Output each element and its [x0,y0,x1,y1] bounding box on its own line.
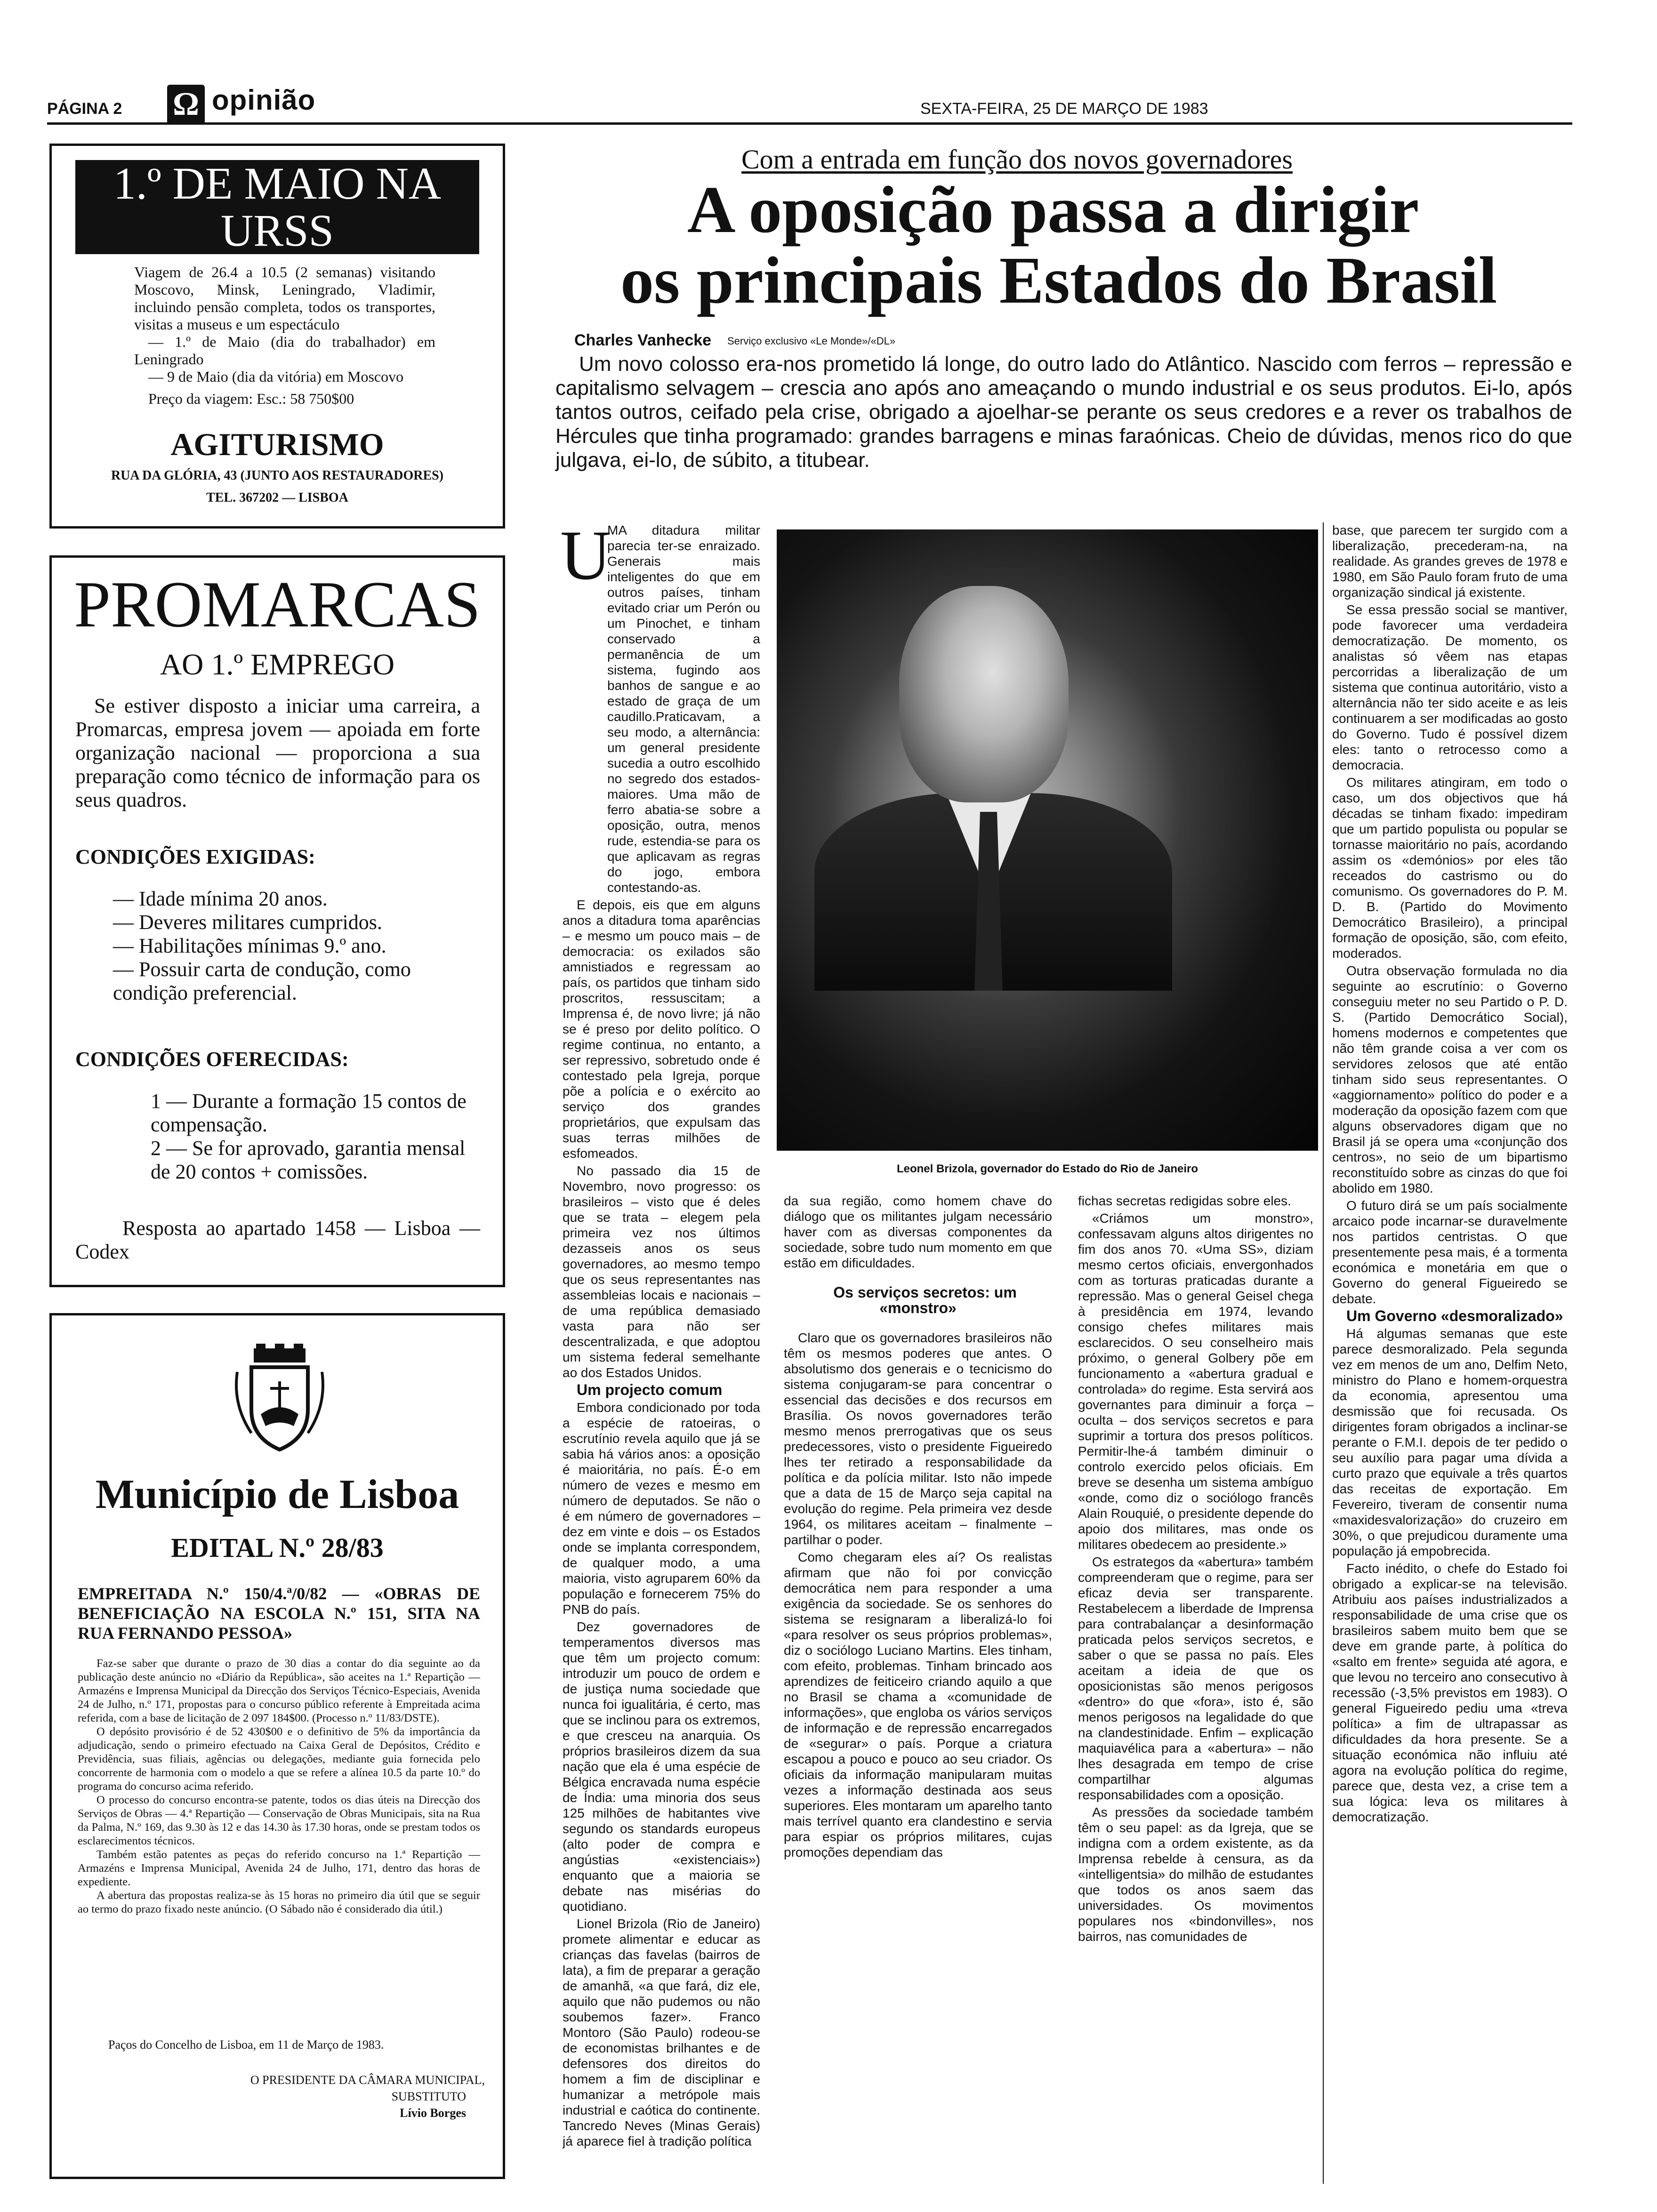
ad-municipio-lisboa [49,1313,505,2179]
lisbon-coat-of-arms-icon [233,1344,327,1452]
drop-cap: U [560,516,611,594]
ad-lisboa-sig1: O PRESIDENTE DA CÂMARA MUNICIPAL, [250,2073,485,2087]
article-headline-1: A oposição passa a dirigir [687,172,1419,247]
ad-promarcas-subtitle: AO 1.º EMPREGO [160,648,395,681]
brizola-photo [777,529,1318,1151]
subheading-servicos-secretos: Os serviços secretos: um «monstro» [833,1284,1017,1316]
ad-urss-address: RUA DA GLÓRIA, 43 (JUNTO AOS RESTAURADORES) [111,468,444,483]
article-headline-2: os principais Estados do Brasil [620,243,1497,317]
page-number: PÁGINA 2 [47,100,122,118]
ad-lisboa-sig2: SUBSTITUTO [391,2090,466,2103]
ad-promarcas-off-heading: CONDIÇÕES OFERECIDAS: [75,1048,349,1071]
header-rule [47,122,1572,125]
ad-lisboa-date: Paços do Concelho de Lisboa, em 11 de Março de 1983. [108,2038,384,2052]
ad-promarcas-title: PROMARCAS [74,568,481,641]
article-kicker: Com a entrada em função dos novos governadores [741,144,1293,175]
page-date: SEXTA-FEIRA, 25 DE MARÇO DE 1983 [920,100,1208,118]
article-column-4: base, que parecem ter surgido com a liberalização, precederam-na, na realidade. As grandes greves de 1978 e 1980, em São Paulo foram fruto de uma organização sindical já existente. Se essa pressão social se mantiver, pode favorecer uma verdadeira democratização. De momento, os analistas só vêem nas etapas percorridas a liberalização de um sistema que continua autoritário, visto a alternância não ter sido aceite e as leis continuarem a ser modificadas ao gosto do Governo. Tudo é possível dizem eles: tanto o retrocesso como a democracia. Os militares atingiram, em todo o caso, um dos objectivos que há décadas se tinham fixado: impediram que um partido populista ou popular se tornasse maioritário no país, acordando assim os «demónios» por eles tão receados do castrismo ou do comunismo. Os governadores do P. M. D. B. (Partido do Movimento Democrático Brasileiro), a principal formação de oposição, são, com efeito, moderados. Outra observação formulada no dia seguinte ao escrutínio: o Governo conseguiu meter no seu Partido o P. D. S. (Partido Democrático Social), homens modernos e competentes que não têm grande coisa a ver com os servidores zelosos que até então tinham sido seus representantes. O «aggiornamento» político do poder e a moderação da oposição fazem com que alguns observadores digam que no Brasil já se opera uma «conjunção dos centros», no seio de um bipartismo reconstituído sobre as cinzas do que foi abolido em 1980. O futuro dirá se um país socialmente arcaico pode incarnar-se duravelmente nos partidos centristas. O que presentemente pesa mais, é a tormenta económica e monetária em que o Governo do general Figueiredo se debate. Um Governo «desmoralizado» Há algumas semanas que este parece desmoralizado. Pela segunda vez em menos de um ano, Delfim Neto, ministro do Plano e homem-orquestra da economia, apresentou uma desmissão que foi recusada. Os dirigentes foram obrigados a inclinar-se perante o F.M.I. depois de ter pedido o seu auxílio para pagar uma dívida a curto prazo que equivale a três quartos das receitas de exportação. Em Fevereiro, tiveram de consentir numa «maxidesvalorização» do cruzeiro em 30%, o que prejudicou duramente uma população já empobrecida. Facto inédito, o chefe do Estado foi obrigado a explicar-se na televisão. Atribuiu aos países industrializados a responsabilidade de uma crise que os brasileiros sabem muito bem que se deve em grande parte, à política do «salto em frente» seguida até agora, e que levou no terceiro ano consecutivo à recessão (-3,5% previstos em 1983). O general Figueiredo pediu uma «treva política» a fim de ultrapassar as dificuldades da hora presente. Se a situação económica não influiu até agora na evolução política do regime, parece que, desta vez, a crise tem a sua lógica: leva os militares à democratização. [1332,523,1568,1824]
ad-urss [49,144,505,529]
ad-lisboa-title: Município de Lisboa [95,1472,459,1517]
ad-lisboa-edital: EDITAL N.º 28/83 [171,1532,384,1563]
article-column-1: MA ditadura militar parecia ter-se enraizado. Generais mais inteligentes do que em outros países, tinham evitado criar um Perón ou um Pinochet, e tinham conservado a permanência de um sistema, fugindo aos banhos de sangue e ao estado de graça de um caudillo.Praticavam, a seu modo, a alternância: um general presidente sucedia a outro escolhido no segredo dos estados-maiores. Uma mão de ferro abatia-se sobre a oposição, outra, menos rude, estendia-se para os que aplicavam as regras do jogo, embora contestando-as. E depois, eis que em alguns anos a ditadura toma aparências – e mesmo um pouco mais – de democracia: os exilados são amnistiados e regressam ao país, os partidos que tinham sido proscritos, ressuscitam; a Imprensa é, de novo livre; já não se é preso por delito político. O regime continua, no entanto, a ser repressivo, sobretudo onde é contestado pela Igreja, porque põe a polícia e o exército ao serviço dos grandes proprietários, que expulsam das suas terras milhões de esfomeados. No passado dia 15 de Novembro, novo progresso: os brasileiros – visto que é deles que se trata – elegem pela primeira vez nos últimos dezasseis anos os seus governadores, ao mesmo tempo que os seus representantes nas assembleias locais e nacionais – de uma república demasiado vasta para não ser descentralizada, e que adoptou um sistema federal semelhante ao dos Estados Unidos. Um projecto comum Embora condicionado por toda a espécie de ratoeiras, o escrutínio revela aquilo que já se sabia há vários anos: a oposição é maioritária, no país. É-o em número de vezes e mesmo em número de deputados. Se não o é em número de governadores – dez em vinte e dois – os Estados onde se implanta correspondem, de qualquer modo, a uma maioria, visto agruparem 60% da população e fornecerem 75% do PNB do país. Dez governadores de temperamentos diversos mas que têm um projecto comum: introduzir um pouco de ordem e de justiça numa sociedade que nunca foi igualitária, é certo, mas que se inclinou para os extremos, e que cresceu na anarquia. Os próprios brasileiros dizem da sua nação que ela é uma espécie de Bélgica encravada numa espécie de Índia: uma minoria dos seus 125 milhões de habitantes vive segundo os standards europeus (alto poder de compra e angústias «existenciais») enquanto que a maioria se debate nas misérias do quotidiano. Lionel Brizola (Rio de Janeiro) promete alimentar e educar as crianças das favelas (bairros de lata), a fim de preparar a geração de amanhã, «a que fará, diz ele, aquilo que não pudemos ou não soubemos fazer». Franco Montoro (São Paulo) rodeou-se de economistas brilhantes e de defensores dos direitos do homem a fim de disciplinar e humanizar a metrópole mais industrial e caótica do continente. Tancredo Neves (Minas Gerais) já aparece fiel à tradição política [563,523,760,2148]
ad-urss-phone: TEL. 367202 — LISBOA [206,490,348,505]
photo-caption: Leonel Brizola, governador do Estado do Rio de Janeiro [896,1162,1199,1175]
subheading-projecto: Um projecto comum [577,1381,723,1398]
section-name: opinião [212,84,316,116]
ad-promarcas [49,555,505,1287]
article-column-3: fichas secretas redigidas sobre eles. «Criámos um monstro», confessavam alguns altos dirigentes no fim dos anos 70. «Uma SS», diziam mesmo certos oficiais, envergonhados com as torturas praticadas durante a repressão. Mas o general Geisel chega à presidência em 1974, levando consigo chefes militares mais esclarecidos. O seu conselheiro mais próximo, o general Golbery põe em funcionamento a «abertura gradual e controlada» do regime. Esta servirá aos governantes para diminuir a força – oculta – dos serviços secretos e para suprimir a tortura dos presos políticos. Permitir-lhe-á também diminuir o controlo exercido pelos oficiais. Em breve se desenha um sistema ambíguo «onde, como diz o sociólogo francês Alain Rouquié, o presidente depende do apoio dos militares, mas onde os militares obedecem ao presidente.» Os estrategos da «abertura» também compreenderam que o regime, para ser eficaz devia ser transparente. Restabelecem a liberdade de Imprensa para contrabalançar a desinformação praticada pelos serviços secretos, e saber o que se passa no país. Eles aceitam a ideia de que os oposicionistas são menos perigosos «dentro» do que «fora», isto é, são menos perigosos na legalidade do que na clandestinidade. Enfim – explicação maquiavélica para a «abertura» – não lhes desagrada em tempo de crise compartilhar algumas responsabilidades com a oposição. As pressões da sociedade também têm o seu papel: as da Igreja, que se indigna com a ordem existente, as da Imprensa rebelde à censura, as da «intelligentsia» do milhão de estudantes que todos os anos saem das universidades. Os movimentos populares nos «bindonvilles», nos bairros, nas comunidades de [1078,1194,1313,1944]
subheading-governo: Um Governo «desmoralizado» [1346,1307,1563,1324]
ad-urss-title: 1.º DE MAIO NA URSS [75,160,479,254]
ad-promarcas-intro: Se estiver disposto a iniciar uma carreira, a Promarcas, empresa jovem — apoiada em forte organização nacional — proporciona a sua preparação como técnico de informação para os seus quadros. [75,694,480,811]
ad-promarcas-reply: Resposta ao apartado 1458 — Lisboa — Codex [75,1217,480,1263]
column-rule-vertical [1323,522,1324,2184]
article-column-2: da sua região, como homem chave do diálogo que os militantes julgam necessário haver com as diversas componentes da sociedade, sobre tudo num momento em que estão em dificuldades. Os serviços secretos: um «monstro» Claro que os governadores brasileiros não têm os mesmos poderes que antes. O absolutismo dos generais e o tecnicismo do sistema conjugaram-se para concentrar o essencial das decisões e dos recursos em Brasília. Os novos governadores terão mesmo menos prerrogativas que os seus predecessores, visto o presidente Figueiredo lhes ter retirado a responsabilidade da política e da polícia militar. Isto não impede que a data de 15 de Março seja capital na evolução do regime. Pela primeira vez desde 1964, os militares aceitam – finalmente – partilhar o poder. Como chegaram eles aí? Os realistas afirmam que não foi por convicção democrática nem para responder a uma exigência da sociedade. Se os senhores do sistema se resignaram a liberalizá-lo foi «para resolver os seus próprios problemas», diz o sociólogo Luciano Martins. Eles tinham, com efeito, problemas. Tinham brincado aos aprendizes de feiticeiro criando aquilo a que no Brasil se chama a «comunidade de informações», que engloba os vários serviços de informação e de repressão encarregados de «segurar» o país. Porque a criatura escapou a pouco e pouco ao seu criador. Os oficiais da informação manipularam muitas vezes a informação destinada aos seus superiores. Eles montaram um aparelho tanto mais terrível quanto era clandestino e servia para espiar os próprios militares, cujas promoções dependiam das [784,1194,1052,1859]
ad-promarcas-req-heading: CONDIÇÕES EXIGIDAS: [75,845,315,868]
ad-lisboa-sig3: Lívio Borges [400,2106,466,2120]
ad-promarcas-off-list: 1 — Durante a formação 15 contos de compensação. 2 — Se for aprovado, garantia mensal de 20 contos + comissões. [151,1090,467,1183]
article-author: Charles Vanhecke [574,331,712,349]
ad-urss-brand: AGITURISMO [170,426,384,462]
article-service: Serviço exclusivo «Le Monde»/«DL» [727,335,896,347]
ad-lisboa-body: Faz-se saber que durante o prazo de 30 dias a contar do dia seguinte ao da publicação deste anúncio no «Diário da República», são aceites na 1.ª Repartição — Armazéns e Imprensa Municipal da Direcção dos Serviços Técnico-Especiais, Avenida 24 de Julho, n.º 171, propostas para o concurso público referente à Empreitada acima referida, com a base de licitação de 2 097 184$00. (Processo n.º 11/83/DSTE). O depósito provisório é de 52 430$00 e o definitivo de 5% da importância da adjudicação, sendo o primeiro efectuado na Caixa Geral de Depósitos, Crédito e Previdência, suas filiais, agências ou delegações, mediante guia fornecida pelo concorrente de harmonia com o modelo a que se refere a alínea 10.5 da parte 10.º do programa do concurso acima referido. O processo do concurso encontra-se patente, todos os dias úteis na Direcção dos Serviços de Obras — 4.ª Repartição — Conservação de Obras Municipais, sita na Rua da Palma, N.º 169, das 9.30 às 12 e das 14.30 às 17.30 horas, onde se prestam todos os esclarecimentos técnicos. Também estão patentes as peças do referido concurso na 1.ª Repartição — Armazéns e Imprensa Municipal, Avenida 24 de Julho, 171, dentro das horas de expediente. A abertura das propostas realiza-se às 15 horas no primeiro dia útil que se seguir ao termo do prazo fixado neste anúncio. (O Sábado não é considerado dia útil.) [78,1657,480,1915]
section-logo-icon: Ω [167,85,205,124]
article-lead: Um novo colosso era-nos prometido lá longe, do outro lado do Atlântico. Nascido com ferros – repressão e capitalismo selvagem – crescia ano após ano ameaçando o mundo industrial e os seus produtos. Ei-lo, após tantos outros, ceifado pela crise, obrigado a ajoelhar-se perante os seus credores e a rever os trabalhos de Hércules que tinha programado: grandes barragens e minas faraónicas. Cheio de dúvidas, menos rico do que julgava, ei-lo, de súbito, a titubear. [555,353,1572,472]
ad-lisboa-works: EMPREITADA N.º 150/4.ª/0/82 — «OBRAS DE BENEFICIAÇÃO NA ESCOLA N.º 151, SITA NA RUA FERNANDO PESSOA» [78,1584,480,1643]
ad-urss-body: Viagem de 26.4 a 10.5 (2 semanas) visitando Moscovo, Minsk, Leningrado, Vladimir, incluindo pensão completa, todos os transportes, visitas a museus e um espectáculo — 1.º de Maio (dia do trabalhador) em Leningrado — 9 de Maio (dia da vitória) em Moscovo Preço da viagem: Esc.: 58 750$00 [134,264,435,407]
ad-promarcas-req-list: — Idade mínima 20 anos. — Deveres militares cumpridos. — Habilitações mínimas 9.º ano. — Possuir carta de condução, como condição preferencial. [113,887,411,1004]
